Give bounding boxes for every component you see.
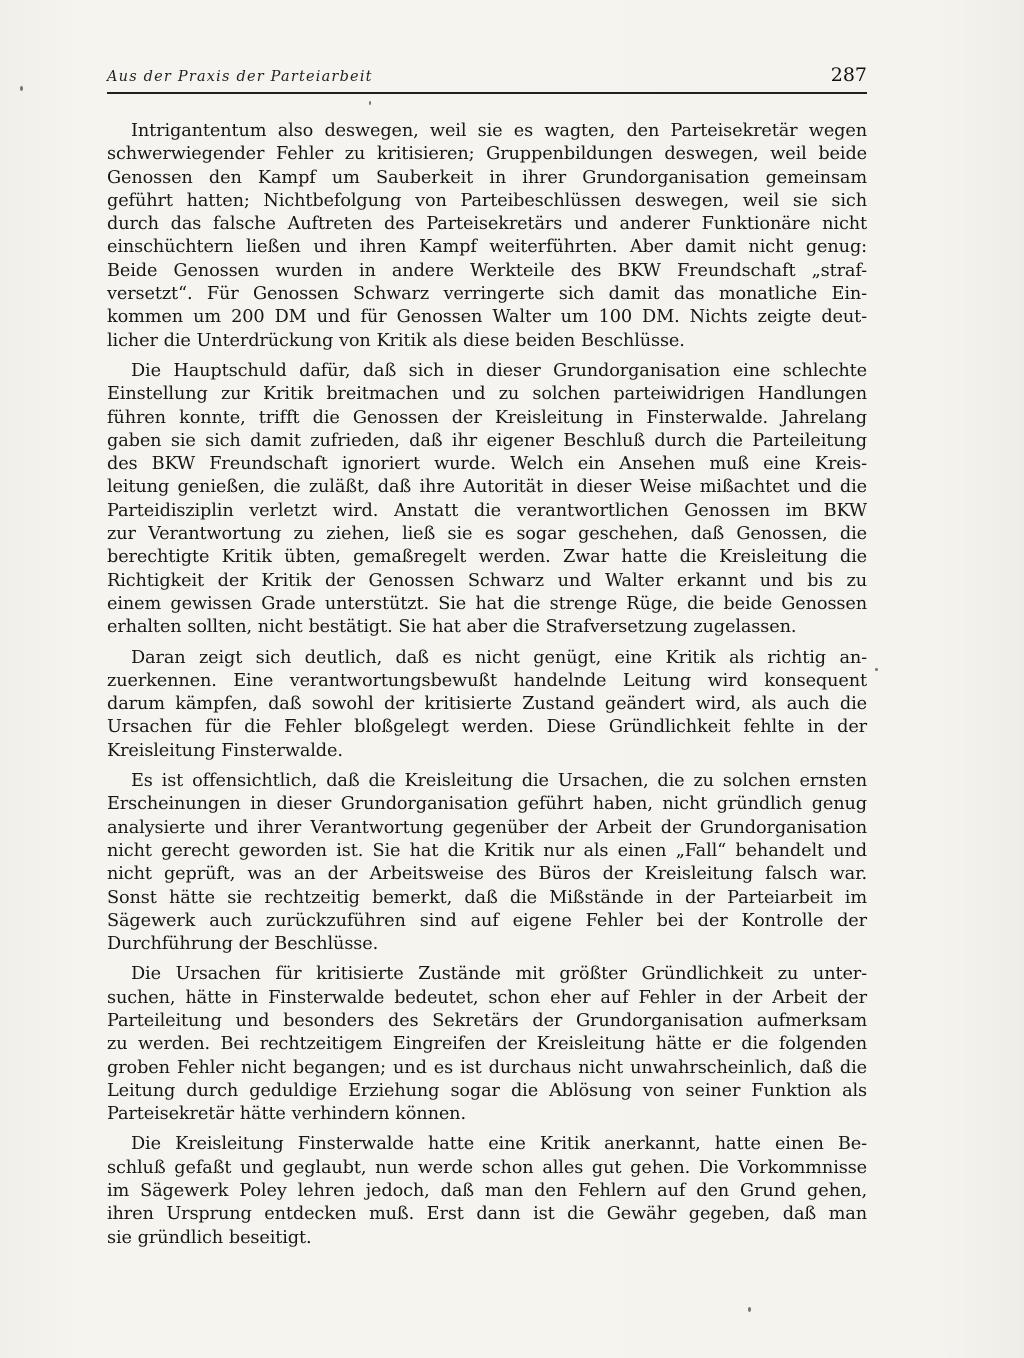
text-line: des BKW Freundschaft ignoriert wurde. Welch ein Ansehen muß eine Kreis- [107, 454, 867, 475]
scan-speck [20, 86, 23, 91]
text-line: einschüchtern ließen und ihren Kampf weiterführten. Aber damit nicht genug: [107, 237, 867, 258]
paragraph [107, 963, 867, 1126]
text-line: durch das falsche Auftreten des Parteisekretärs und anderer Funktionäre nicht [107, 214, 867, 235]
text-line: Intrigantentum also deswegen, weil sie es wagten, den Parteisekretär wegen [131, 121, 867, 141]
text-line: Die Ursachen für kritisierte Zustände mit größter Gründlichkeit zu unter- [131, 964, 867, 985]
paragraph [107, 360, 867, 640]
text-line: leitung genießen, die zuläßt, daß ihre Autorität in dieser Weise mißachtet und die [107, 477, 867, 498]
text-line: Sägewerk auch zurückzuführen sind auf eigene Fehler bei der Kontrolle der [107, 910, 867, 931]
text-line: nicht geprüft, was an der Arbeitsweise des Büros der Kreisleitung falsch war. [107, 864, 867, 885]
text-line: zu werden. Bei rechtzeitigem Eingreifen der Kreisleitung hätte er die folgenden [107, 1034, 867, 1055]
text-line: zur Verantwortung zu ziehen, ließ sie es sogar geschehen, daß Genossen, die [107, 524, 867, 545]
text-line: Ursachen für die Fehler bloßgelegt werden. Diese Gründlichkeit fehlte in der [107, 717, 867, 738]
text-line: schwerwiegender Fehler zu kritisieren; Gruppenbildungen deswegen, weil beide [107, 144, 867, 165]
text-line: Parteidisziplin verletzt wird. Anstatt die verantwortlichen Genossen im BKW [107, 500, 867, 521]
scan-speck [875, 668, 878, 671]
header-rule [107, 92, 867, 94]
text-line: Die Hauptschuld dafür, daß sich in dieser Grundorganisation eine schlechte [131, 360, 867, 381]
text-line: Kreisleitung Finsterwalde. [107, 740, 343, 761]
text-line: Beide Genossen wurden in andere Werkteile des BKW Freundschaft „straf- [107, 260, 867, 281]
text-line: nicht gerecht geworden ist. Sie hat die Kritik nur als einen „Fall“ behandelt und [107, 840, 867, 861]
text-line: geführt hatten; Nichtbefolgung von Parteibeschlüssen deswegen, weil sie sich [107, 190, 867, 211]
text-line: einem gewissen Grade unterstützt. Sie hat die strenge Rüge, die beide Genossen [107, 593, 867, 614]
text-line: Es ist offensichtlich, daß die Kreisleitung die Ursachen, die zu solchen ernsten [131, 771, 867, 792]
article-body [107, 120, 867, 1257]
running-title: Aus der Praxis der Parteiarbeit [107, 69, 373, 85]
text-line: Genossen den Kampf um Sauberkeit in ihrer Grundorganisation gemeinsam [107, 167, 867, 188]
text-line: erhalten sollten, nicht bestätigt. Sie hat aber die Strafversetzung zugelassen. [107, 617, 797, 638]
paragraph [107, 120, 867, 353]
text-line: Richtigkeit der Kritik der Genossen Schwarz und Walter erkannt und bis zu [107, 570, 867, 591]
text-line: Sonst hätte sie rechtzeitig bemerkt, daß die Mißstände in der Parteiarbeit im [107, 887, 867, 908]
text-line: ihren Ursprung entdecken muß. Erst dann ist die Gewähr gegeben, daß man [107, 1204, 867, 1225]
text-line: licher die Unterdrückung von Kritik als diese beiden Beschlüsse. [107, 330, 685, 351]
text-line: gaben sie sich damit zufrieden, daß ihr eigener Beschluß durch die Parteileitung [107, 430, 867, 451]
paragraph [107, 647, 867, 763]
paragraph [107, 1133, 867, 1249]
text-line: groben Fehler nicht begangen; und es ist durchaus nicht unwahrscheinlich, daß die [107, 1057, 867, 1078]
text-line: sie gründlich beseitigt. [107, 1227, 312, 1248]
text-line: suchen, hätte in Finsterwalde bedeutet, schon eher auf Fehler in der Arbeit der [107, 987, 867, 1008]
text-line: Daran zeigt sich deutlich, daß es nicht genügt, eine Kritik als richtig an- [131, 647, 867, 668]
text-line: analysierte und ihrer Verantwortung gegenüber der Arbeit der Grundorganisation [107, 817, 867, 838]
text-line: Durchführung der Beschlüsse. [107, 934, 379, 955]
text-line: kommen um 200 DM und für Genossen Walter um 100 DM. Nichts zeigte deut- [107, 307, 867, 328]
running-head [107, 64, 867, 92]
text-line: Parteisekretär hätte verhindern können. [107, 1104, 466, 1125]
scan-speck [369, 101, 371, 105]
text-line: zuerkennen. Eine verantwortungsbewußt handelnde Leitung wird konsequent [107, 670, 867, 691]
text-line: versetzt“. Für Genossen Schwarz verringerte sich damit das monatliche Ein- [107, 284, 867, 305]
text-line: Erscheinungen in dieser Grundorganisation geführt haben, nicht gründlich genug [107, 794, 867, 815]
text-line: führen konnte, trifft die Genossen der Kreisleitung in Finsterwalde. Jahrelang [107, 407, 867, 428]
text-line: darum kämpfen, daß sowohl der kritisierte Zustand geändert wird, als auch die [107, 694, 867, 715]
text-line: berechtigte Kritik übten, gemaßregelt werden. Zwar hatte die Kreisleitung die [107, 547, 867, 568]
text-line: Leitung durch geduldige Erziehung sogar die Ablösung von seiner Funktion als [107, 1080, 867, 1101]
page-number: 287 [830, 64, 867, 86]
paragraph [107, 770, 867, 956]
text-line: schluß gefaßt und geglaubt, nun werde schon alles gut gehen. Die Vorkommnisse [107, 1157, 867, 1178]
text-line: im Sägewerk Poley lehren jedoch, daß man den Fehlern auf den Grund gehen, [107, 1181, 867, 1202]
scan-speck [748, 1307, 751, 1312]
text-line: Parteileitung und besonders des Sekretärs der Grundorganisation aufmerksam [107, 1010, 867, 1031]
text-line: Einstellung zur Kritik breitmachen und zu solchen parteiwidrigen Handlungen [107, 384, 867, 405]
text-line: Die Kreisleitung Finsterwalde hatte eine Kritik anerkannt, hatte einen Be- [131, 1134, 867, 1155]
